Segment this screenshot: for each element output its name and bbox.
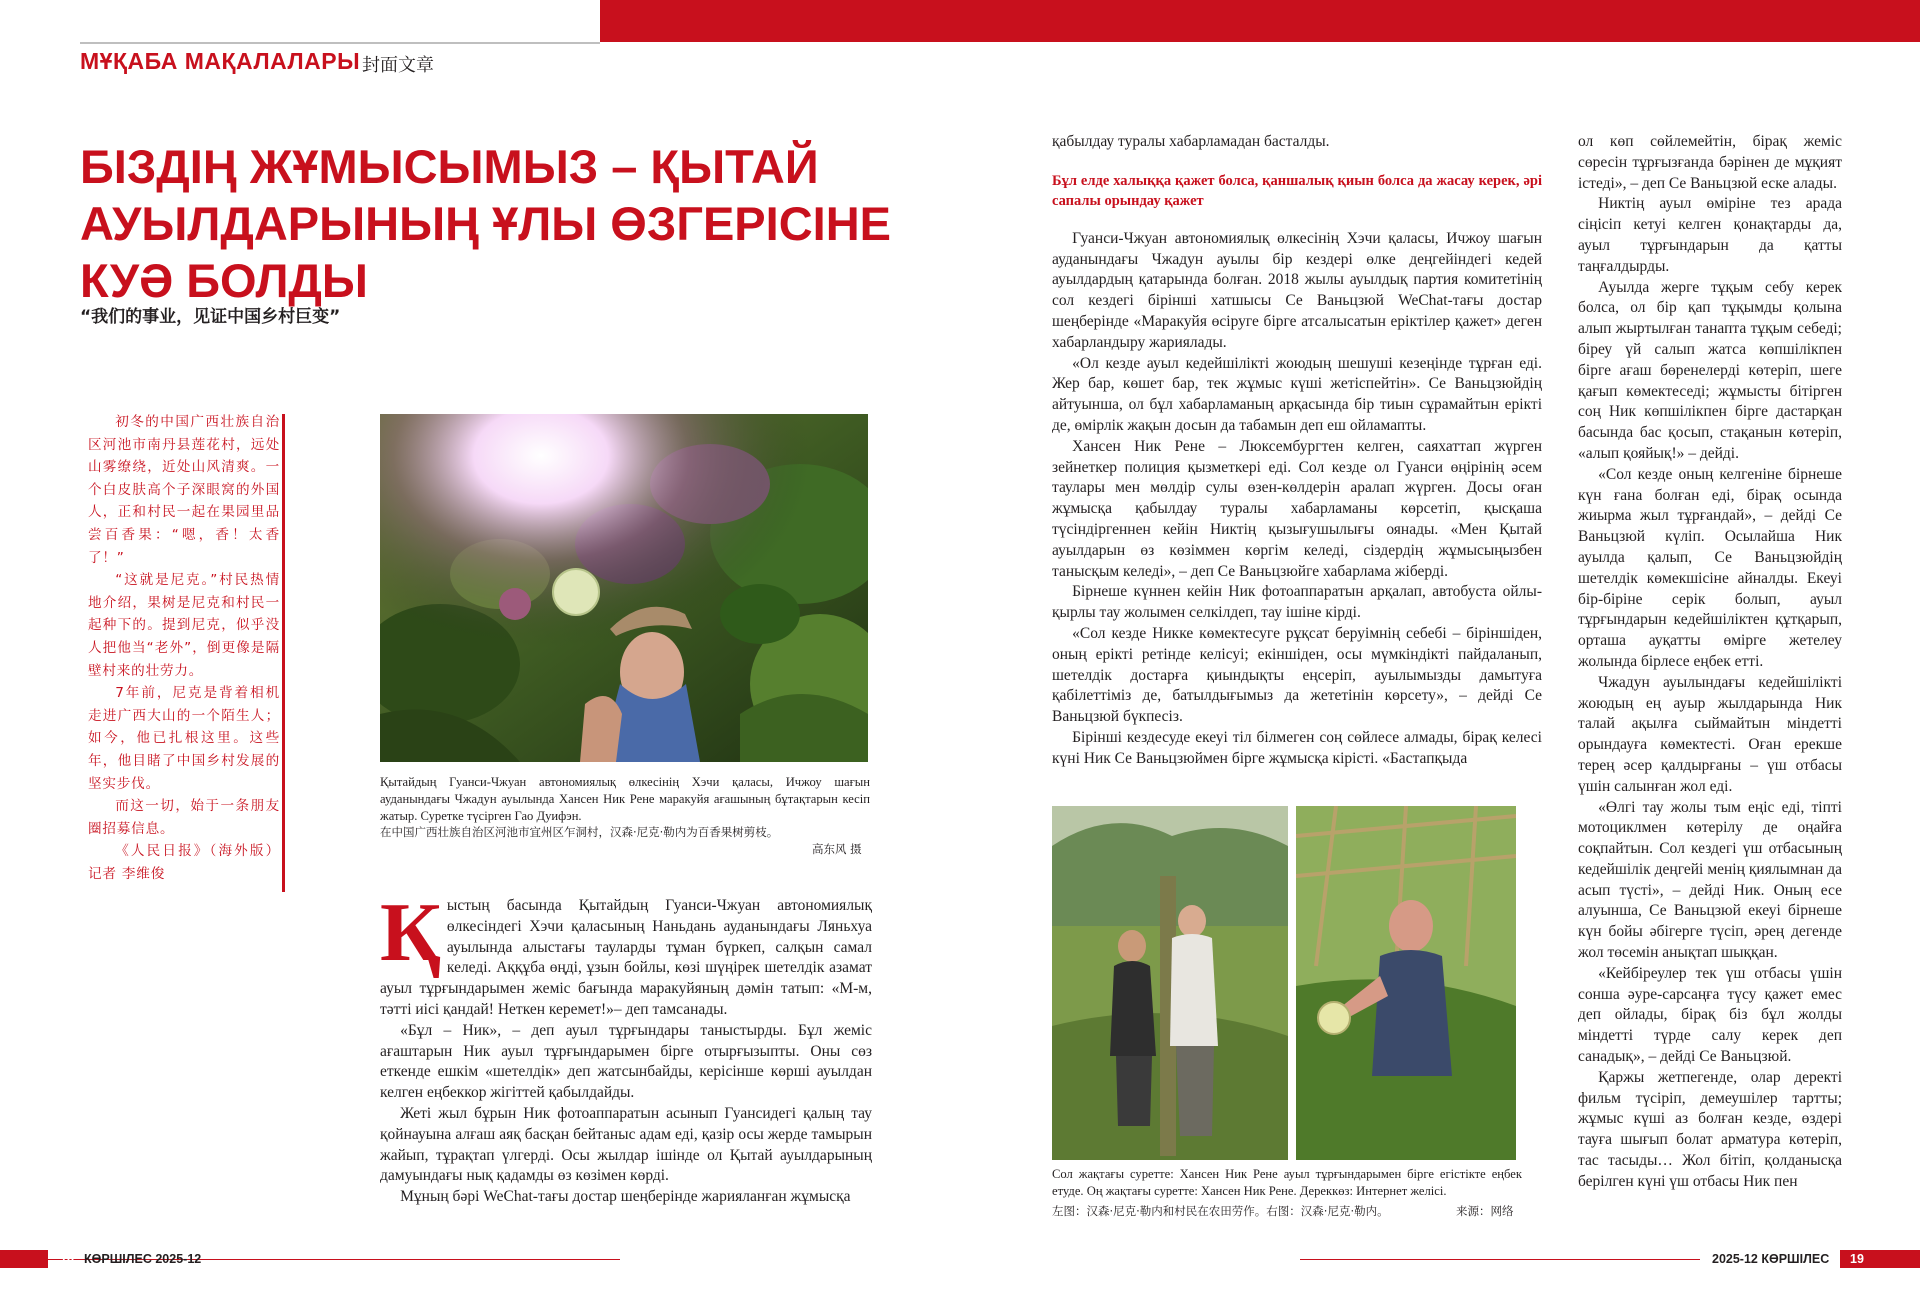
paragraph: «Сол кезде оның келгеніне бірнеше күн ғана болған еді, бірақ осында жиырма жыл тұрғандай», – дейді Се Ваньцзюй күліп. Осылайша Ник ауылда қалып, Се Ваньцзюйдің шетелдік көмекшісіне айналды. Екеуі бір-біріне серік болып, ауыл тұрғындарын кедейшіліктен құтқарып, орташа ауқатты өмірге жетелеу жолында бірлесе еңбек етті. <box>1578 465 1842 670</box>
top-gray-rule <box>80 42 600 44</box>
headline-line: КУӘ БОЛДЫ <box>80 254 368 307</box>
cn-paragraph: “这就是尼克。”村民热情地介绍，果树是尼克和村民一起种下的。提到尼克，似乎没人把他当“老外”，倒更像是隔壁村来的壮劳力。 <box>88 572 280 679</box>
section-title: МҰҚАБА МАҚАЛАЛАРЫ <box>80 48 361 74</box>
photo-pair-caption-cn: 左图：汉森·尼克·勒内和村民在农田劳作。右图：汉森·尼克·勒内。 <box>1052 1204 1389 1218</box>
headline-subtitle-cn: “我们的事业，见证中国乡村巨变” <box>80 307 341 327</box>
main-photo-caption-cn: 在中国广西壮族自治区河池市宜州区乍洞村，汉森·尼克·勒内为百香果树剪枝。 <box>380 825 779 839</box>
field-work-image <box>1052 806 1288 1160</box>
paragraph: Никтің ауыл өміріне тез арада сіңісіп кетуі келген қонақтарды да, ауыл тұрғындарын да қатты таңғалдырды. <box>1578 195 1842 275</box>
page-number-left: 18 <box>60 1252 74 1266</box>
article-column-1 <box>380 886 872 1208</box>
footer-right-rule <box>1300 1259 1700 1260</box>
paragraph: «Кейбіреулер тек үш отбасы үшін сонша әуре-сарсаңға түсу қажет емес деп ойлады, бірақ біз бұл жолды міндетті түрде салу керек деп санадық», – дейді Се Ваньцзюй. <box>1578 964 1842 1066</box>
top-red-bar <box>600 0 1920 42</box>
paragraph: Мұның бәрі WeChat-тағы достар шеңберінде жарияланған жұмысқа <box>400 1188 851 1206</box>
red-vertical-rule <box>282 414 285 892</box>
headline-line: БІЗДІҢ ЖҰМЫСЫМЫЗ – ҚЫТАЙ <box>80 140 819 193</box>
paragraph: Чжадун ауылындағы кедейшілікті жоюдың ең ауыр жылдарында Ник талай ақылға сыймайтын міндетті орындауға көмектесті. Оған ерекше терең әсер қалдырғаны – үш отбасы үшін салынған жол еді. <box>1578 673 1842 795</box>
paragraph: Гуанси-Чжуан автономиялық өлкесінің Хэчи қаласы, Ичжоу шағын ауданындағы Чжадун ауылы бір кездері өлке деңгейіндегі кедей ауылдардың қатарында болған. 2018 жылы ауылдық партия комитетінің сол кездегі бірінші хатшысы Се Ваньцзюй WeChat-тағы достар шеңберінде «Маракуйя өсіруге бірге атсалысатын еріктілер қажет» деген хабарландыру жариялады. <box>1052 229 1542 351</box>
paragraph: Бірнеше күннен кейін Ник фотоаппаратын арқалап, автобуста ойлы-қырлы тау жолымен селкілдеп, тау ішіне кірді. <box>1052 583 1542 622</box>
paragraph: «Өлгі тау жолы тым еңіс еді, тіпті мотоциклмен көтерілу де оңайға соқпайтын. Сол кездегі үш отбасының кедейшілік деңгейі менің қиялымнан да асып түсті», – дейді Ник. Оның есе алуынша, Се Ваньцзюй екеуі бірнеше күн бойы әбігерге түсіп, әрең дегенде жол төсемін анықтап шыққан. <box>1578 798 1842 962</box>
magazine-name-left: КӨРШІЛЕС 2025-12 <box>84 1252 202 1266</box>
article-column-3 <box>1578 132 1842 1193</box>
main-photo <box>380 414 868 762</box>
photo-left <box>1052 806 1288 1160</box>
paragraph: «Ол кезде ауыл кедейшілікті жоюдың шешуші кезеңінде тұрған еді. Жер бар, көшет бар, тек жұмыс күші жетіспейтін». Се Ваньцзюйдің айтуынша, ол бұл хабарламаның арқасында бір тиын сұрамайтын ерікті де, өмірлік жақын досын да табамын деп еш ойламапты. <box>1052 354 1542 434</box>
paragraph: ол көп сөйлемейтін, бірақ жеміс сөресін тұрғызғанда бәрінен де мұқият істеді», – деп Се Ваньцзюй еске алады. <box>1578 133 1842 192</box>
page-number-right: 19 <box>1850 1252 1864 1266</box>
photo-right <box>1296 806 1516 1160</box>
lead-text: ыстың басында Қытайдың Гуанси-Чжуан автономиялық өлкесіндегі Хэчи қаласының Наньдань ауданындағы Ляньхуа ауылында алыстағы тауларды тұман бүркеп, салқын самал келеді. Аққұба өңді, ұзын бойлы, көзі шүңірек шетелдік азамат ауыл тұрғындарымен жеміс бағында маракуйяның дәмін татып: «М-м, тәтті иісі қандай! Неткен керемет!»– деп тамсанады. <box>380 897 872 1018</box>
cn-paragraph: 初冬的中国广西壮族自治区河池市南丹县莲花村，远处山雾缭绕，近处山风清爽。一个白皮肤高个子深眼窝的外国人，正和村民一起在果园里品尝百香果：“嗯，香！太香了！” <box>88 414 280 566</box>
paragraph: «Бұл – Ник», – деп ауыл тұрғындары таныстырды. Бұл жеміс ағаштарын Ник ауыл тұрғындарымен бірге отырғызыпты. Оны сөз еткенде ешкім «шетелдік» деп жатсынбайды, керісінше көрші ауылдан келген еңбеккор жігіттей қабылдайды. <box>380 1021 872 1102</box>
holding-fruit-image <box>1296 806 1516 1160</box>
chinese-summary <box>88 411 280 885</box>
paragraph: Қаржы жетпегенде, олар деректі фильм түсіріп, демеушілер тартты; жұмыс күші аз болған кезде, өздері тауға шығып болат арматура көтеріп, тас тасыды… Жол бітіп, қолданысқа берілген күні үш отбасы Ник пен <box>1578 1068 1842 1190</box>
drop-cap: Қ <box>380 886 441 979</box>
paragraph: Ауылда жерге тұқым себу керек болса, ол бір қап тұқымды қолына алып жыртылған танапта тұқым себеді; біреу үй салып жатса көпшілікпен бірге ағаш бөренелерді көтеріп, шеге қағып көмектеседі; жұмысты бітірген соң Ник көпшілікпен бірге дастарқан басында бас қосып, стақанын көтеріп, «алып қояйық!» – дейді. <box>1578 278 1842 462</box>
main-photo-credit: 高东风 摄 <box>812 842 862 856</box>
photo-pair-caption: Сол жақтағы суретте: Хансен Ник Рене ауыл тұрғындарымен бірге егістікте еңбек етуде. Оң жақтағы суретте: Хансен Ник Рене. Дереккөз: Интернет желісі. <box>1052 1167 1522 1198</box>
magazine-name-right: 2025-12 КӨРШІЛЕС <box>1712 1252 1830 1266</box>
paragraph: Жеті жыл бұрын Ник фотоаппаратын асынып Гуансидегі қалың тау қойнауына алғаш аяқ басқан бейтаныс адам еді, қазір осы жерде тамырын жайып, тұрақтап үлгерді. Осы жылдар ішінде ол Қытай ауылдарының дамуындағы нық қадамды өз көзімен көрді. <box>380 1104 872 1185</box>
paragraph: қабылдау туралы хабарламадан басталды. <box>1052 133 1330 150</box>
paragraph: Хансен Ник Рене – Люксембургтен келген, саяхаттап жүрген зейнеткер полиция қызметкері еді. Сол кезде ол Гуанси өңірінің әсем таулары мен мөлдір сулы өзен-көлдерін аралап жүрген. Досы оған жұмысқа қабылдау туралы хабарламаны көрсетіп, қысқаша түсіндіргеннен кейін Никтің қызығушылығы оянады. «Мен Қытай ауылдарын өз көзіммен көргім келеді, сіздердің жұмысыңызбен танысқым келеді», – деп Се Ваньцзюйге хабарлама жіберді. <box>1052 437 1542 580</box>
paragraph: «Сол кезде Никке көмектесуге рұқсат беруімнің себебі – біріншіден, оның ерікті ретінде келісуі; екіншіден, осы мүмкіндікті пайдаланып, шетелдік достарға қиындықты еңсеріп, ауылымызды дамытуға қабілеттіміз де, батылдығымыз да жететінін көрсету», – дейді Се Ваньцзюй бүкпесіз. <box>1052 624 1542 726</box>
footer-left-bar <box>0 1250 48 1268</box>
headline-line: АУЫЛДАРЫНЫҢ ҰЛЫ ӨЗГЕРІСІНЕ <box>80 197 892 250</box>
photo-pair-source: 来源：网络 <box>1456 1204 1514 1218</box>
cn-byline: 《人民日报》（海外版）记者 李维俊 <box>88 843 280 882</box>
cn-paragraph: 而这一切，始于一条朋友圈招募信息。 <box>88 798 280 837</box>
farmer-vines-image <box>380 414 868 762</box>
article-column-2 <box>1052 132 1542 770</box>
paragraph: Бірінші кездесуде екеуі тіл білмеген соң сөйлесе алмады, бірақ келесі күні Ник Се Ваньцзюймен бірге жұмысқа кірісті. «Бастапқыда <box>1052 728 1542 767</box>
article-subheading: Бұл елде халыққа қажет болса, қаншалық қиын болса да жасау керек, әрі сапалы орындау қажет <box>1052 172 1542 209</box>
main-photo-caption: Қытайдың Гуанси-Чжуан автономиялық өлкесінің Хэчи қаласы, Ичжоу шағын ауданындағы Чжадун ауылында Хансен Ник Рене маракуйя ағашының бұтақтарын кесіп жатыр. Суретке түсірген Гао Дуифэн. <box>380 775 870 823</box>
section-title-cn: 封面文章 <box>362 55 434 76</box>
lead-paragraph <box>380 886 872 1021</box>
headline <box>80 138 892 309</box>
cn-paragraph: 7年前，尼克是背着相机走进广西大山的一个陌生人；如今，他已扎根这里。这些年，他目睹了中国乡村发展的坚实步伐。 <box>88 685 280 792</box>
